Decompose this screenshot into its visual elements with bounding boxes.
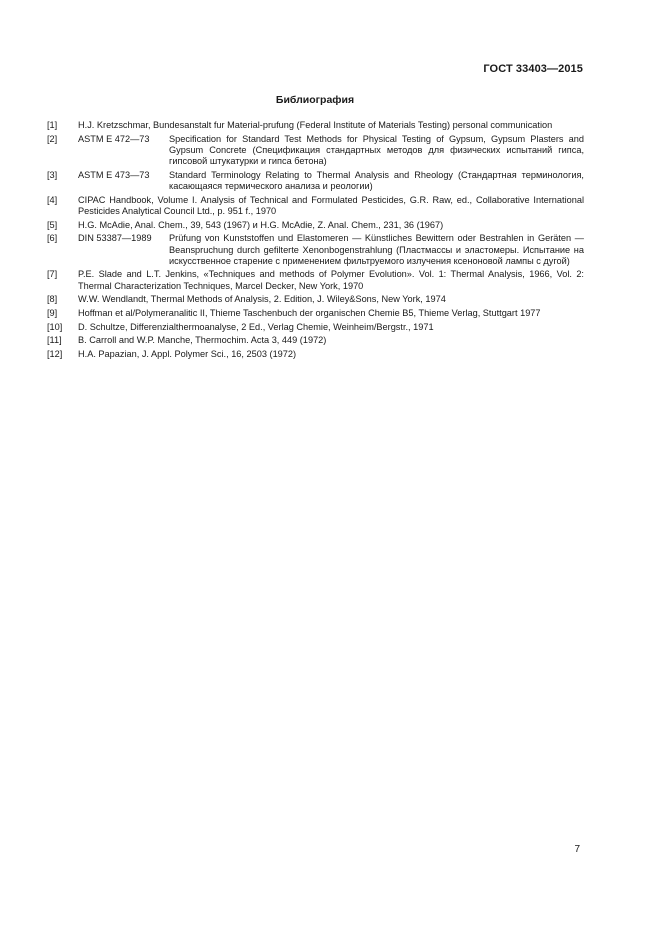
bibliography-entry bbox=[47, 269, 584, 291]
entry-text: H.A. Papazian, J. Appl. Polymer Sci., 16, 2503 (1972) bbox=[78, 349, 297, 360]
bibliography-entry bbox=[47, 195, 584, 217]
bibliography-list bbox=[47, 120, 584, 363]
entry-number: [10] bbox=[47, 321, 63, 332]
bibliography-entry bbox=[47, 308, 584, 319]
bibliography-entry bbox=[47, 233, 584, 267]
page-number: 7 bbox=[574, 844, 580, 855]
entry-text: D. Schultze, Differenzialthermoanalyse, 2 Ed., Verlag Chemie, Weinheim/Bergstr., 1971 bbox=[78, 321, 434, 332]
bibliography-entry bbox=[47, 322, 584, 333]
bibliography-entry bbox=[47, 134, 584, 168]
bibliography-entry bbox=[47, 349, 584, 360]
entry-text: Specification for Standard Test Methods for Physical Testing of Gypsum, Gypsum Plasters and Gypsum Concrete (Спецификация стандартных методов для физических испытаний гипса, гипсовой штукатурки и гипса бетона) bbox=[169, 133, 584, 167]
entry-number: [2] bbox=[47, 133, 58, 144]
entry-number: [1] bbox=[47, 120, 58, 130]
entry-number: [9] bbox=[47, 308, 58, 319]
entry-text: Hoffman et al/Polymeranalitic II, Thieme Taschenbuch der organischen Chemie B5, Thieme Verlag, Stuttgart 1977 bbox=[78, 308, 541, 319]
entry-standard-code: ASTM E 472—73 bbox=[78, 133, 150, 144]
entry-text: P.E. Slade and L.T. Jenkins, «Techniques and methods of Polymer Evolution». Vol. 1: Thermal Analysis, 1966, Vol. 2: Thermal Characterization Techniques, Marcel Decker, New York, 1970 bbox=[78, 269, 584, 291]
entry-standard-code: ASTM E 473—73 bbox=[78, 169, 150, 180]
entry-text: Prüfung von Kunststoffen und Elastomeren — Künstliches Bewittern oder Bestrahlen in Geräten — Beanspruchung durch gefilterte Xenonbogenstrahlung (Пластмассы и эластомеры. Испытание на искусственное старение с применением фильтруемого излучения ксеноновой лампы с дугой) bbox=[169, 233, 584, 266]
entry-number: [11] bbox=[47, 335, 62, 346]
bibliography-entry bbox=[47, 335, 584, 346]
bibliography-entry bbox=[47, 294, 584, 305]
entry-number: [12] bbox=[47, 349, 63, 360]
entry-standard-code: DIN 53387—1989 bbox=[78, 233, 152, 244]
section-title: Библиография bbox=[275, 94, 355, 106]
bibliography-entry bbox=[47, 120, 584, 131]
entry-text: H.G. McAdie, Anal. Chem., 39, 543 (1967) и H.G. McAdie, Z. Anal. Chem., 231, 36 (1967) bbox=[78, 219, 444, 230]
entry-number: [7] bbox=[47, 269, 58, 280]
entry-number: [6] bbox=[47, 233, 58, 244]
entry-number: [4] bbox=[47, 194, 58, 205]
entry-number: [8] bbox=[47, 294, 58, 305]
entry-text: B. Carroll and W.P. Manche, Thermochim. Acta 3, 449 (1972) bbox=[78, 335, 327, 346]
standard-number: ГОСТ 33403—2015 bbox=[483, 63, 583, 75]
entry-text: Standard Terminology Relating to Thermal Analysis and Rheology (Стандартная терминология, касающаяся термического анализа и реологии) bbox=[169, 169, 584, 192]
bibliography-entry bbox=[47, 220, 584, 231]
entry-text: H.J. Kretzschmar, Bundesanstalt fur Material-prufung (Federal Institute of Materials Testing) personal communication bbox=[78, 120, 553, 130]
bibliography-entry bbox=[47, 170, 584, 192]
entry-number: [3] bbox=[47, 169, 58, 180]
entry-text: CIPAC Handbook, Volume I. Analysis of Technical and Formulated Pesticides, G.R. Raw, ed., Collaborative International Pesticides Analytical Council Ltd., p. 951 f., 1970 bbox=[78, 194, 584, 216]
entry-number: [5] bbox=[47, 219, 58, 230]
entry-text: W.W. Wendlandt, Thermal Methods of Analysis, 2. Edition, J. Wiley&Sons, New York, 1974 bbox=[78, 294, 446, 305]
